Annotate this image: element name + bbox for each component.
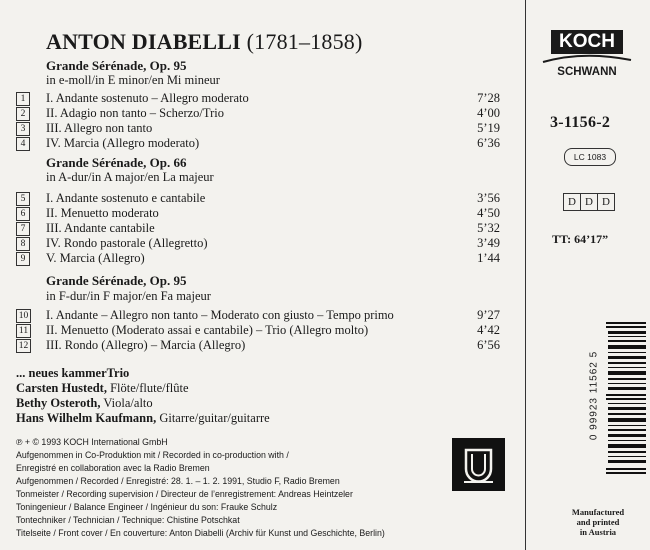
track-time: 6’36 <box>477 136 500 150</box>
track-row <box>16 221 500 236</box>
track-number: 4 <box>16 137 30 151</box>
ddd-letter: D <box>580 193 598 211</box>
credit-line: Aufgenommen / Recorded / Enregistré: 28. 1. – 1. 2. 1991, Studio F, Radio Bremen <box>16 476 340 486</box>
work-1-key: in e-moll/in E minor/en Mi mineur <box>46 73 220 87</box>
schwann-logo: SCHWANN <box>557 66 617 78</box>
label-code: LC 1083 <box>564 148 616 166</box>
track-title: III. Rondo (Allegro) – Marcia (Allegro) <box>46 338 246 352</box>
ddd-letter: D <box>597 193 615 211</box>
performer-role: Flöte/flute/flûte <box>106 381 189 395</box>
ensemble-name: ... neues kammerTrio <box>16 366 130 380</box>
track-time: 9’27 <box>477 308 500 322</box>
radio-bremen-emblem-icon <box>452 438 505 491</box>
credit-line: Aufgenommen in Co-Produktion mit / Recorded in co-production with / <box>16 450 289 460</box>
track-time: 4’00 <box>477 106 500 120</box>
work-2-key: in A-dur/in A major/en La majeur <box>46 170 214 184</box>
composer-heading <box>46 29 363 55</box>
credit-line: Tontechniker / Technician / Technique: Chistine Potschkat <box>16 515 240 525</box>
performer-name: Bethy Osteroth, <box>16 396 101 410</box>
work-3-key: in F-dur/in F major/en Fa majeur <box>46 289 211 303</box>
track-row <box>16 206 500 221</box>
performer-role: Gitarre/guitar/guitarre <box>156 411 270 425</box>
track-time: 4’50 <box>477 206 500 220</box>
credit-line: Enregistré en collaboration avec la Radio Bremen <box>16 463 210 473</box>
track-number: 2 <box>16 107 30 121</box>
track-row <box>16 191 500 206</box>
track-time: 7’28 <box>477 91 500 105</box>
track-title: III. Andante cantabile <box>46 221 155 235</box>
track-number: 9 <box>16 252 30 266</box>
total-time: TT: 64’17” <box>552 232 609 246</box>
track-row <box>16 323 500 338</box>
track-number: 8 <box>16 237 30 251</box>
track-time: 5’19 <box>477 121 500 135</box>
manufactured-line: Manufactured <box>571 507 625 517</box>
track-row <box>16 91 500 106</box>
performer-name: Carsten Hustedt, <box>16 381 107 395</box>
track-row <box>16 308 500 323</box>
work-1-title: Grande Sérénade, Op. 95 <box>46 58 187 73</box>
track-row <box>16 106 500 121</box>
track-row <box>16 236 500 251</box>
performer-role: Viola/alto <box>100 396 153 410</box>
work-2-title: Grande Sérénade, Op. 66 <box>46 155 187 170</box>
ddd-code <box>563 193 614 211</box>
track-number: 12 <box>16 339 31 353</box>
barcode-number-wrap <box>584 318 600 478</box>
manufactured-note <box>560 507 636 537</box>
track-time: 5’32 <box>477 221 500 235</box>
track-number: 5 <box>16 192 30 206</box>
track-title: II. Adagio non tanto – Scherzo/Trio <box>46 106 224 120</box>
performer <box>16 381 189 396</box>
performer <box>16 396 153 411</box>
spine-divider <box>525 0 526 550</box>
track-title: IV. Marcia (Allegro moderato) <box>46 136 200 150</box>
barcode <box>606 322 646 477</box>
track-number: 7 <box>16 222 30 236</box>
track-time: 6’56 <box>477 338 500 352</box>
composer-name: ANTON DIABELLI <box>46 29 241 54</box>
track-title: I. Andante sostenuto e cantabile <box>46 191 206 205</box>
track-time: 1’44 <box>477 251 500 265</box>
track-row <box>16 251 500 266</box>
credit-line: Toningenieur / Balance Engineer / Ingénieur du son: Frauke Schulz <box>16 502 278 512</box>
track-number: 6 <box>16 207 30 221</box>
track-time: 3’56 <box>477 191 500 205</box>
barcode-number: 0 99923 11562 5 <box>588 350 600 441</box>
manufactured-line: and printed <box>576 517 620 527</box>
ddd-letter: D <box>563 193 581 211</box>
track-number: 1 <box>16 92 30 106</box>
track-row <box>16 338 500 353</box>
track-title: II. Menuetto (Moderato assai e cantabile) – Trio (Allegro molto) <box>46 323 369 337</box>
track-number: 11 <box>16 324 31 338</box>
credit-line: ℗ + © 1993 KOCH International GmbH <box>16 437 168 447</box>
track-number: 3 <box>16 122 30 136</box>
koch-logo: KOCH <box>551 30 623 54</box>
track-title: V. Marcia (Allegro) <box>46 251 145 265</box>
track-row <box>16 136 500 151</box>
credit-line: Titelseite / Front cover / En couverture: Anton Diabelli (Archiv für Kunst und Geschichte, Berlin) <box>16 528 385 538</box>
work-3-title: Grande Sérénade, Op. 95 <box>46 273 187 288</box>
manufactured-line: in Austria <box>579 527 617 537</box>
track-time: 3’49 <box>477 236 500 250</box>
track-title: I. Andante sostenuto – Allegro moderato <box>46 91 249 105</box>
composer-dates: (1781–1858) <box>246 29 363 54</box>
performer <box>16 411 270 426</box>
track-number: 10 <box>16 309 31 323</box>
track-title: III. Allegro non tanto <box>46 121 153 135</box>
track-title: I. Andante – Allegro non tanto – Moderato con giusto – Tempo primo <box>46 308 394 322</box>
performer-name: Hans Wilhelm Kaufmann, <box>16 411 157 425</box>
track-row <box>16 121 500 136</box>
credit-line: Tonmeister / Recording supervision / Directeur de l’enregistrement: Andreas Heintzeler <box>16 489 353 499</box>
track-title: IV. Rondo pastorale (Allegretto) <box>46 236 208 250</box>
track-time: 4’42 <box>477 323 500 337</box>
track-title: II. Menuetto moderato <box>46 206 159 220</box>
catalog-number: 3-1156-2 <box>550 114 611 131</box>
